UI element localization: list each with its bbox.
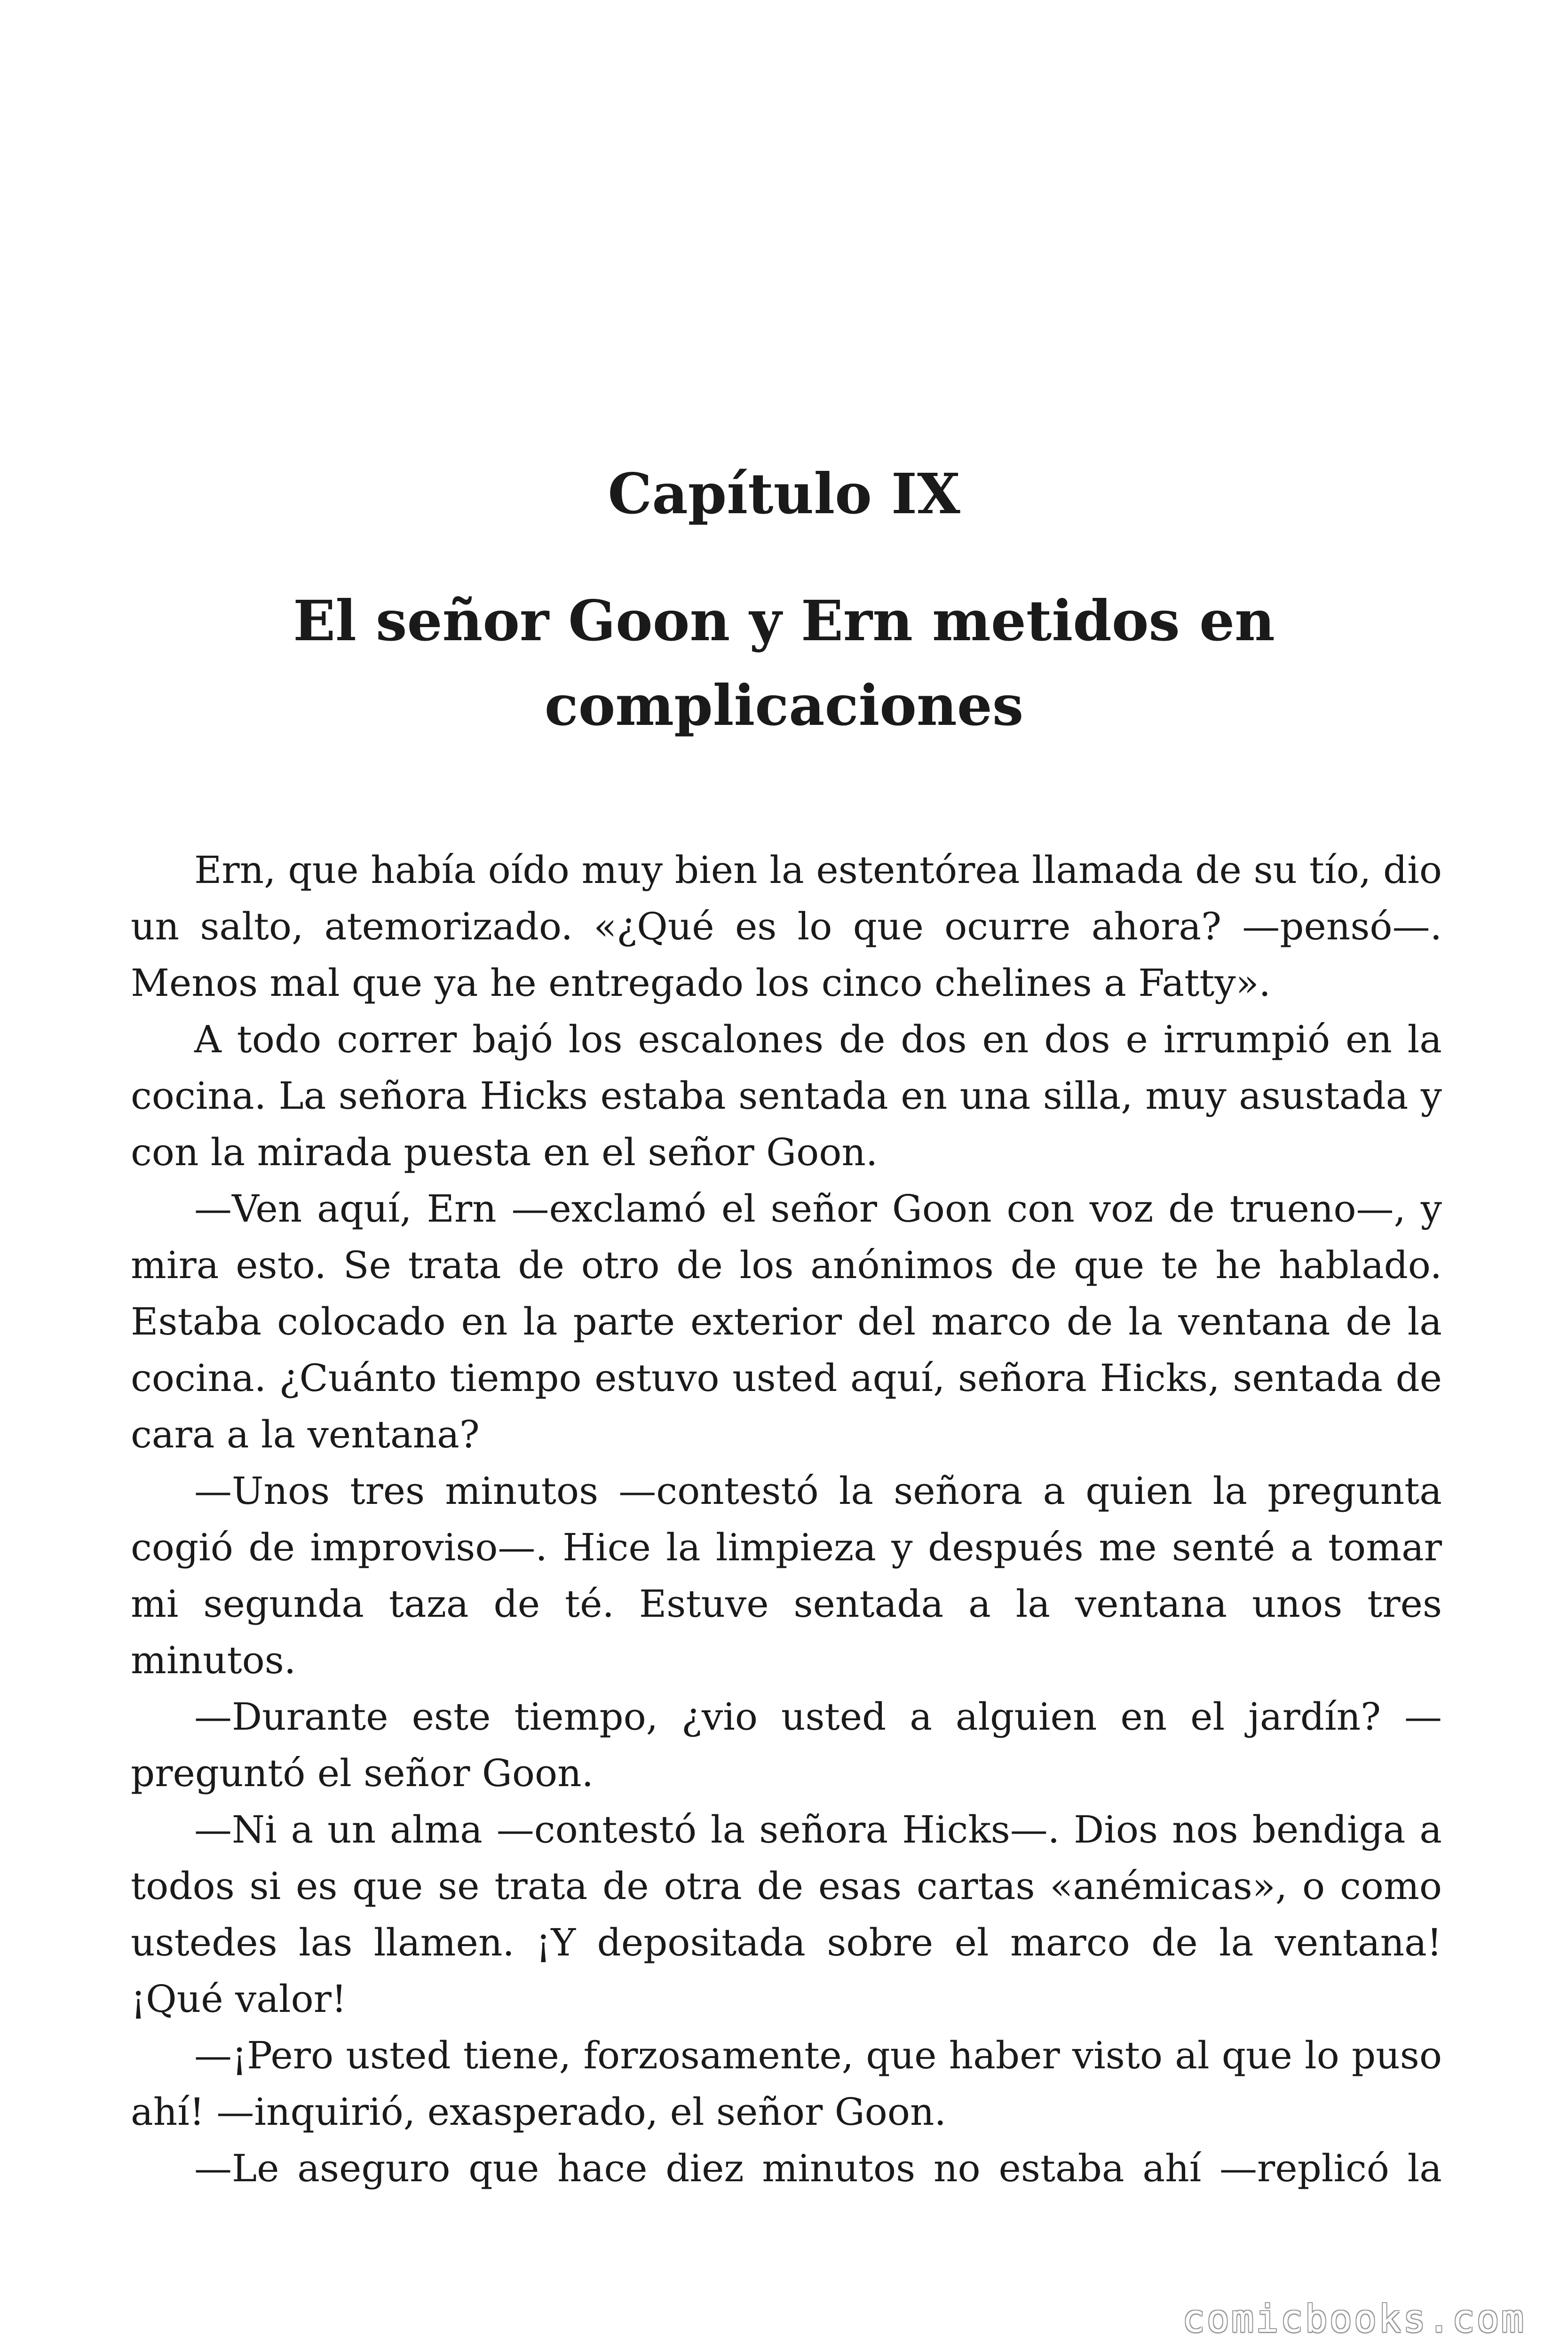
chapter-body [131,842,1442,2197]
paragraph: —Ven aquí, Ern —exclamó el señor Goon con voz de trueno—, y mira esto. Se trata de otro de los anónimos de que te he hablado. Estaba colocado en la parte exterior del marco de la ventana de la cocina. ¿Cuánto tiempo estuvo usted aquí, señora Hicks, sentada de cara a la ventana? [131,1187,1442,1456]
watermark: comicbooks.com [1182,2297,1526,2341]
paragraph: —Unos tres minutos —contestó la señora a quien la pregunta cogió de improviso—. Hice la limpieza y después me senté a tomar mi segunda taza de té. Estuve sentada a la ventana unos tres minutos. [131,1469,1442,1682]
chapter-number: Capítulo IX [608,461,960,526]
paragraph: —Ni a un alma —contestó la señora Hicks—. Dios nos bendiga a todos si es que se trata de otra de esas cartas «anémicas», o como ustedes las llamen. ¡Y depositada sobre el marco de la ventana! ¡Qué valor! [131,1808,1442,2021]
paragraph: —¡Pero usted tiene, forzosamente, que haber visto al que lo puso ahí! —inquirió, exasperado, el señor Goon. [131,2034,1442,2134]
chapter-title: El señor Goon y Ern metidos en complicaciones [293,588,1275,738]
paragraph: Ern, que había oído muy bien la estentórea llamada de su tío, dio un salto, atemorizado. «¿Qué es lo que ocurre ahora? —pensó—. Menos mal que ya he entregado los cinco chelines a Fatty». [131,848,1442,1005]
paragraph: A todo correr bajó los escalones de dos en dos e irrumpió en la cocina. La señora Hicks estaba sentada en una silla, muy asustada y con la mirada puesta en el señor Goon. [131,1017,1442,1174]
paragraph: —Le aseguro que hace diez minutos no estaba ahí —replicó la [194,2146,1442,2190]
paragraph: —Durante este tiempo, ¿vio usted a alguien en el jardín? —preguntó el señor Goon. [131,1695,1442,1795]
